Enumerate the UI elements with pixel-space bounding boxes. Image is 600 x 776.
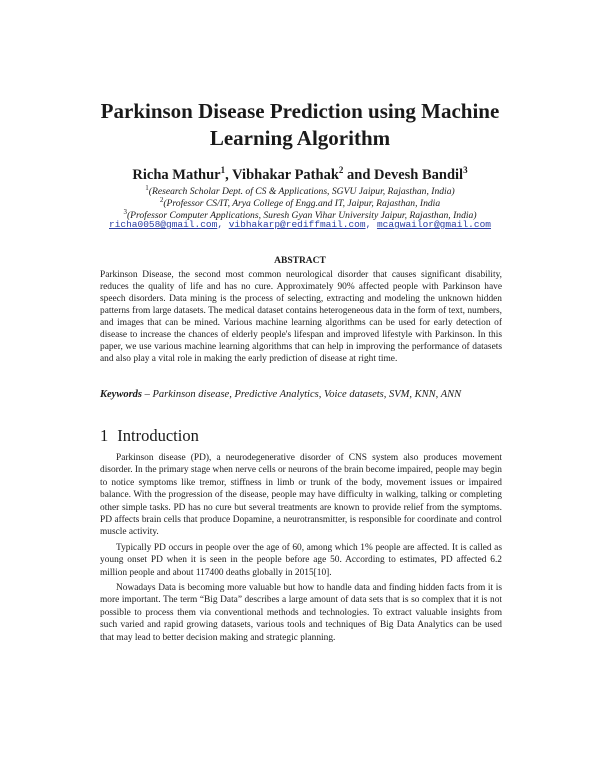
abstract-heading: ABSTRACT (274, 256, 326, 266)
author-name: Richa Mathur (132, 166, 221, 183)
affiliation-text: (Professor Computer Applications, Suresh Gyan Vihar University Jaipur, Rajasthan, India) (126, 210, 477, 222)
email-link[interactable]: vibhakarp@rediffmail.com (228, 219, 366, 230)
email-separator: , (217, 219, 229, 230)
author-sup: 3 (463, 165, 468, 175)
title-line-2: Learning Algorithm (209, 126, 391, 150)
keywords-line (100, 389, 520, 400)
title-line-1: Parkinson Disease Prediction using Machine (100, 99, 500, 123)
affiliation-sup: 2 (159, 196, 164, 204)
author-sup: 2 (338, 165, 344, 175)
section-number: 1 (100, 426, 109, 445)
introduction-body (100, 452, 502, 647)
author-separator: , (225, 166, 233, 183)
author-name: Devesh Bandil (374, 166, 464, 183)
email-separator: , (365, 219, 377, 230)
section-heading (100, 426, 199, 446)
paragraph: Typically PD occurs in people over the age of 60, among which 1% people are affected. It is called as young onset PD when it is seen in the people before age 50. According to estimates, PD affected 6.2 million people and about 117400 deaths globally in 2015[10]. (100, 542, 502, 578)
author-separator: and (343, 166, 375, 183)
email-link[interactable]: richa0058@gmail.com (109, 219, 218, 230)
abstract-body: Parkinson Disease, the second most common neurological disorder that causes significant disability, reduces the quality of life and has no cure. Approximately 90% affected people with Parkinson have speech disorders. Data mining is the process of selecting, extracting and modeling the unknown hidden patterns from large datasets. The medical dataset contains heterogeneous data in the form of text, numbers, and images that can be mined. Various machine learning algorithms can be used for early detection of disease to increase the chances of elderly people's lifespan and improved lifestyle with Parkinson. In this paper, we use various machine learning algorithms that can help in improving the performance of datasets and also play a vital role in making the early prediction of disease at right time. (100, 270, 502, 364)
keywords-text: Parkinson disease, Predictive Analytics, Voice datasets, SVM, KNN, ANN (152, 389, 462, 400)
paragraph: Nowadays Data is becoming more valuable but how to handle data and finding hidden facts from it is more important. The term “Big Data” describes a large amount of data sets that is so complex that it is not possible to process them via conventional methods and technologies. To extract valuable insights from such varied and rapid growing datasets, various tools and techniques of Big Data Analytics can be used that may lead to better decision making and strategic planning. (100, 583, 502, 643)
affiliation-sup: 3 (123, 208, 127, 216)
author-sup: 1 (220, 165, 226, 175)
author-list (60, 165, 540, 184)
section-title: Introduction (117, 426, 199, 445)
keywords-dash: – (142, 389, 153, 400)
paper-title (60, 98, 540, 152)
affiliation-text: (Research Scholar Dept. of CS & Applications, SGVU Jaipur, Rajasthan, India) (148, 186, 455, 198)
affiliation-text: (Professor CS/IT, Arya College of Engg.and IT, Jaipur, Rajasthan, India (163, 198, 441, 210)
paragraph: Parkinson disease (PD), a neurodegenerative disorder of CNS system also produces movement disorder. In the primary stage when nerve cells or neurons of the brain become impaired, people may begin to notice symptoms like tremor, stiffness in limb or trunk of the body, movement issues or impaired balance. With the progression of the disease, people may have difficulty in walking, talking or completing other simple tasks. PD has no cure but several treatments are known to provide relief from the symptoms. PD affects brain cells that produce Dopamine, a neurotransmitter, is responsible for coordinate and control muscle activity. (100, 453, 502, 538)
email-list (40, 219, 560, 230)
email-link[interactable]: mcagwailor@gmail.com (376, 219, 491, 230)
author-name: Vibhakar Pathak (232, 166, 339, 183)
affiliation-sup: 1 (145, 184, 149, 192)
keywords-label: Keywords (100, 389, 142, 400)
